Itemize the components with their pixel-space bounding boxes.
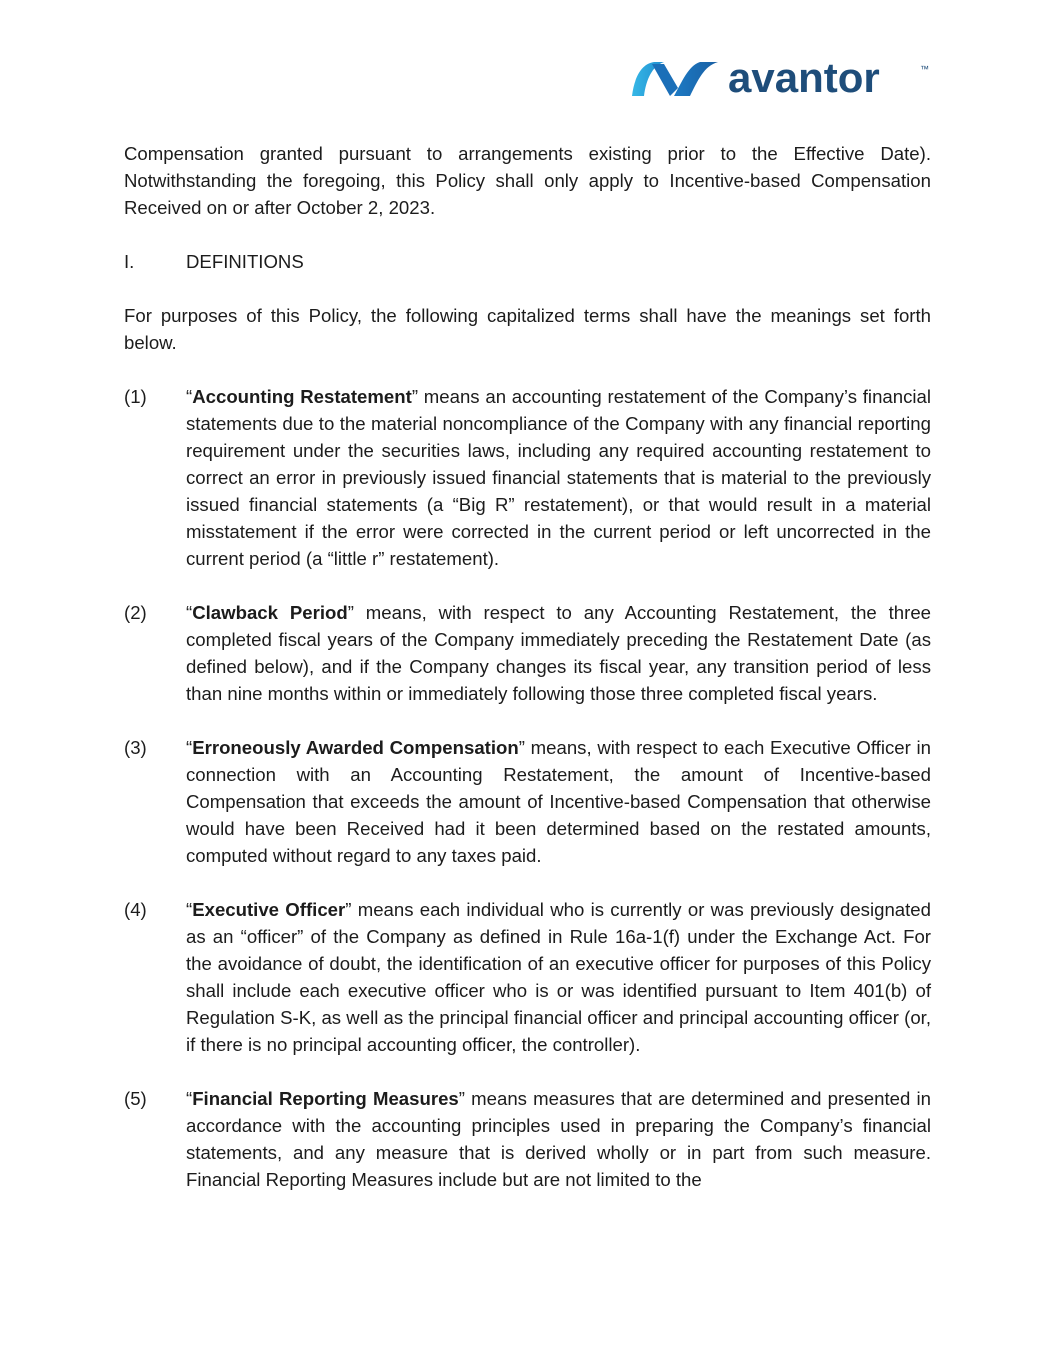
definition-term: Erroneously Awarded Compensation <box>192 737 519 758</box>
open-quote: “ <box>186 602 193 623</box>
logo-mark-middle <box>652 64 678 96</box>
definition-text: ” means an accounting restatement of the Company’s financial statements due to the material noncompliance of the Company with any financial reporting requirement under the securities laws, including any required accounting restatement to correct an error in previously issued financial statements that is material to the previously issued financial statements (a “Big R” restatement), or that would result in a material misstatement if the error were corrected in the current period or left uncorrected in the current period (a “little r” restatement). <box>186 386 931 569</box>
definition-term: Clawback Period <box>192 602 348 623</box>
document-body <box>124 140 931 1220</box>
definition-text: ” means, with respect to each Executive Officer in connection with an Accounting Restatement, the amount of Incentive-based Compensation that exceeds the amount of Incentive-based Compensation that otherwise would have been Received had it been determined based on the restated amounts, computed without regard to any taxes paid. <box>186 737 931 866</box>
definition-body <box>186 383 931 572</box>
open-quote: “ <box>186 1088 193 1109</box>
intro-paragraph: Compensation granted pursuant to arrangements existing prior to the Effective Date). Notwithstanding the foregoing, this Policy shall only apply to Incentive-based Compensation Received on or after October 2, 2023. <box>124 143 931 218</box>
definition-text: ” means each individual who is currently or was previously designated as an “officer” of the Company as defined in Rule 16a-1(f) under the Exchange Act. For the avoidance of doubt, the identification of an executive officer for purposes of this Policy shall include each executive officer who is or was identified pursuant to Item 401(b) of Regulation S-K, as well as the principal financial officer and principal accounting officer (or, if there is no principal accounting officer, the controller). <box>186 899 931 1055</box>
definition-item <box>124 383 931 572</box>
definition-body <box>186 1085 931 1193</box>
definition-item <box>124 896 931 1058</box>
definition-item <box>124 1085 931 1193</box>
definition-number: (1) <box>124 386 147 407</box>
section-number: I. <box>124 251 135 272</box>
definition-number: (3) <box>124 737 147 758</box>
section-title: DEFINITIONS <box>186 251 304 272</box>
definition-item <box>124 599 931 707</box>
open-quote: “ <box>186 737 193 758</box>
definition-term: Accounting Restatement <box>192 386 412 407</box>
section-heading <box>124 248 931 275</box>
definition-number: (2) <box>124 602 147 623</box>
definition-item <box>124 734 931 869</box>
definition-body <box>186 896 931 1058</box>
definition-number: (4) <box>124 899 147 920</box>
definition-body <box>186 734 931 869</box>
logo-mark-right <box>674 62 718 96</box>
svg-text:™: ™ <box>920 64 929 74</box>
open-quote: “ <box>186 386 193 407</box>
definition-term: Financial Reporting Measures <box>192 1088 459 1109</box>
definition-term: Executive Officer <box>192 899 346 920</box>
definition-number: (5) <box>124 1088 147 1109</box>
definition-text: ” means, with respect to any Accounting Restatement, the three completed fiscal years of the Company immediately preceding the Restatement Date (as defined below), and if the Company changes its fiscal year, any transition period of less than nine months within or immediately following those three completed fiscal years. <box>186 602 931 704</box>
svg-text:avantor: avantor <box>728 58 880 101</box>
section-intro: For purposes of this Policy, the following capitalized terms shall have the meanings set forth below. <box>124 305 931 353</box>
definition-text: ” means measures that are determined and presented in accordance with the accounting principles used in preparing the Company’s financial statements, and any measure that is derived wholly or in part from such measure. Financial Reporting Measures include but are not limited to the <box>186 1088 932 1190</box>
avantor-logo <box>630 58 935 102</box>
open-quote: “ <box>186 899 193 920</box>
definition-body <box>186 599 931 707</box>
